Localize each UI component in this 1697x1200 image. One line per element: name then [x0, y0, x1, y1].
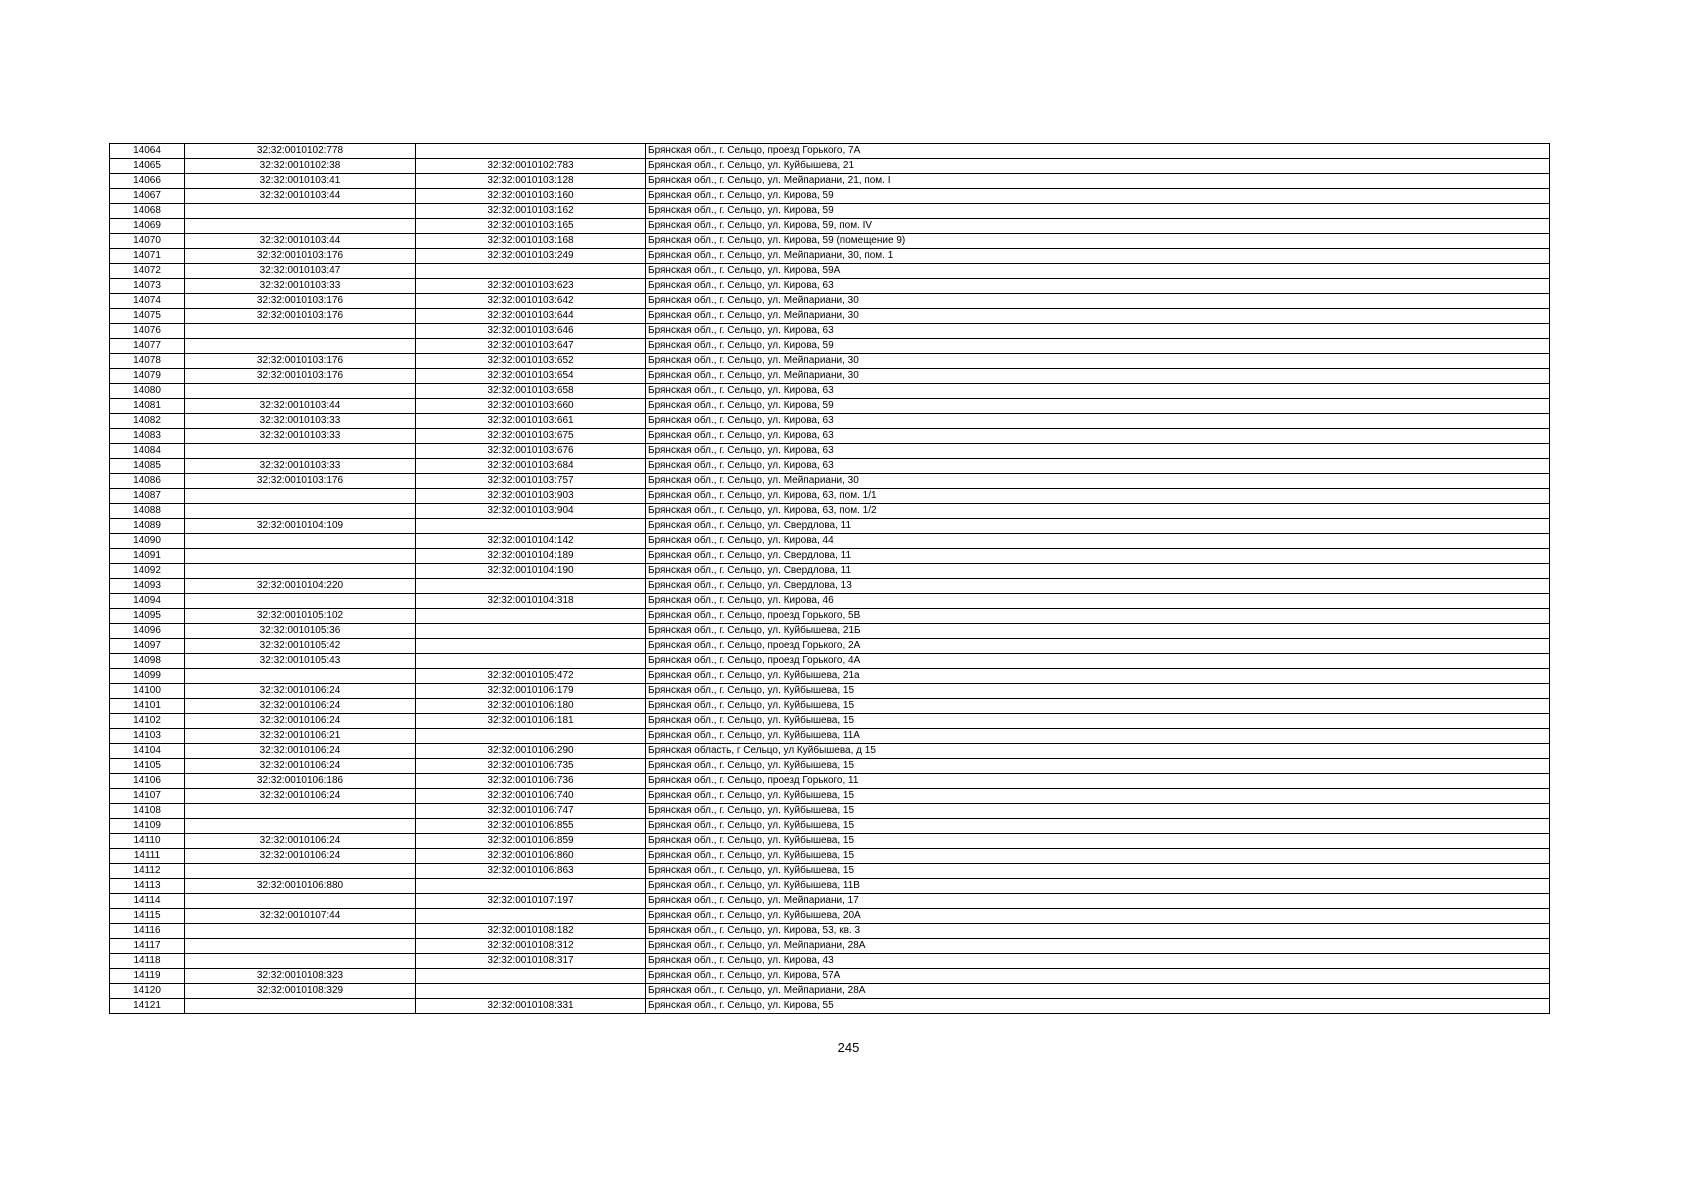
parent-cadastral-number-cell	[185, 804, 416, 819]
parent-cadastral-number-cell	[185, 549, 416, 564]
table-row	[110, 924, 1550, 939]
cadastral-number-cell: 32:32:0010103:675	[416, 429, 646, 444]
table-row	[110, 249, 1550, 264]
cadastral-number-cell: 32:32:0010103:676	[416, 444, 646, 459]
row-number-cell: 14068	[110, 204, 185, 219]
parent-cadastral-number-cell: 32:32:0010103:47	[185, 264, 416, 279]
table-row	[110, 729, 1550, 744]
parent-cadastral-number-cell: 32:32:0010103:41	[185, 174, 416, 189]
table-row	[110, 774, 1550, 789]
row-number-cell: 14084	[110, 444, 185, 459]
table-row	[110, 399, 1550, 414]
parent-cadastral-number-cell	[185, 924, 416, 939]
row-number-cell: 14075	[110, 309, 185, 324]
address-cell: Брянская обл., г. Сельцо, ул. Кирова, 59 (помещение 9)	[646, 234, 1550, 249]
cadastral-number-cell	[416, 144, 646, 159]
row-number-cell: 14115	[110, 909, 185, 924]
table-row	[110, 984, 1550, 999]
address-cell: Брянская обл., г. Сельцо, ул. Куйбышева, 15	[646, 714, 1550, 729]
table-row	[110, 879, 1550, 894]
row-number-cell: 14093	[110, 579, 185, 594]
address-cell: Брянская обл., г. Сельцо, ул. Свердлова, 11	[646, 519, 1550, 534]
parent-cadastral-number-cell: 32:32:0010106:24	[185, 699, 416, 714]
table-row	[110, 669, 1550, 684]
cadastral-number-cell: 32:32:0010103:658	[416, 384, 646, 399]
parent-cadastral-number-cell: 32:32:0010106:21	[185, 729, 416, 744]
address-cell: Брянская обл., г. Сельцо, ул. Кирова, 59А	[646, 264, 1550, 279]
table-row	[110, 444, 1550, 459]
parent-cadastral-number-cell: 32:32:0010106:24	[185, 714, 416, 729]
cadastral-number-cell: 32:32:0010104:318	[416, 594, 646, 609]
cadastral-number-cell: 32:32:0010103:128	[416, 174, 646, 189]
row-number-cell: 14102	[110, 714, 185, 729]
parent-cadastral-number-cell	[185, 504, 416, 519]
row-number-cell: 14105	[110, 759, 185, 774]
cadastral-number-cell: 32:32:0010103:660	[416, 399, 646, 414]
table-row	[110, 549, 1550, 564]
parent-cadastral-number-cell	[185, 999, 416, 1014]
parent-cadastral-number-cell	[185, 894, 416, 909]
address-cell: Брянская область, г Сельцо, ул Куйбышева, д 15	[646, 744, 1550, 759]
cadastral-number-cell	[416, 969, 646, 984]
row-number-cell: 14113	[110, 879, 185, 894]
parent-cadastral-number-cell	[185, 939, 416, 954]
table-row	[110, 864, 1550, 879]
cadastral-number-cell	[416, 984, 646, 999]
address-cell: Брянская обл., г. Сельцо, ул. Кирова, 53, кв. 3	[646, 924, 1550, 939]
cadastral-number-cell: 32:32:0010103:652	[416, 354, 646, 369]
cadastral-number-cell	[416, 624, 646, 639]
table-row	[110, 534, 1550, 549]
row-number-cell: 14085	[110, 459, 185, 474]
table-row	[110, 489, 1550, 504]
address-cell: Брянская обл., г. Сельцо, ул. Мейпариани, 30	[646, 309, 1550, 324]
address-cell: Брянская обл., г. Сельцо, ул. Кирова, 63, пом. 1/1	[646, 489, 1550, 504]
address-cell: Брянская обл., г. Сельцо, ул. Кирова, 59, пом. IV	[646, 219, 1550, 234]
parent-cadastral-number-cell: 32:32:0010102:778	[185, 144, 416, 159]
parent-cadastral-number-cell: 32:32:0010106:24	[185, 684, 416, 699]
parent-cadastral-number-cell: 32:32:0010103:33	[185, 459, 416, 474]
table-row	[110, 639, 1550, 654]
cadastral-number-cell: 32:32:0010104:142	[416, 534, 646, 549]
row-number-cell: 14120	[110, 984, 185, 999]
row-number-cell: 14078	[110, 354, 185, 369]
table-row	[110, 414, 1550, 429]
row-number-cell: 14069	[110, 219, 185, 234]
cadastral-number-cell: 32:32:0010106:181	[416, 714, 646, 729]
table-row	[110, 654, 1550, 669]
parent-cadastral-number-cell	[185, 489, 416, 504]
parent-cadastral-number-cell: 32:32:0010103:176	[185, 309, 416, 324]
parent-cadastral-number-cell: 32:32:0010105:102	[185, 609, 416, 624]
parent-cadastral-number-cell: 32:32:0010103:176	[185, 354, 416, 369]
cadastral-number-cell: 32:32:0010103:168	[416, 234, 646, 249]
cadastral-number-cell: 32:32:0010103:647	[416, 339, 646, 354]
row-number-cell: 14091	[110, 549, 185, 564]
address-cell: Брянская обл., г. Сельцо, ул. Мейпариани, 30, пом. 1	[646, 249, 1550, 264]
address-cell: Брянская обл., г. Сельцо, ул. Куйбышева, 15	[646, 804, 1550, 819]
cadastral-number-cell	[416, 729, 646, 744]
row-number-cell: 14110	[110, 834, 185, 849]
row-number-cell: 14109	[110, 819, 185, 834]
cadastral-number-cell: 32:32:0010106:736	[416, 774, 646, 789]
table-row	[110, 159, 1550, 174]
row-number-cell: 14121	[110, 999, 185, 1014]
table-row	[110, 309, 1550, 324]
cadastral-number-cell	[416, 639, 646, 654]
row-number-cell: 14119	[110, 969, 185, 984]
row-number-cell: 14067	[110, 189, 185, 204]
cadastral-number-cell	[416, 579, 646, 594]
table-row	[110, 294, 1550, 309]
parent-cadastral-number-cell: 32:32:0010103:176	[185, 249, 416, 264]
parent-cadastral-number-cell: 32:32:0010105:42	[185, 639, 416, 654]
cadastral-number-cell: 32:32:0010102:783	[416, 159, 646, 174]
parent-cadastral-number-cell: 32:32:0010103:33	[185, 414, 416, 429]
row-number-cell: 14079	[110, 369, 185, 384]
table-row	[110, 759, 1550, 774]
table-row	[110, 624, 1550, 639]
cadastral-number-cell: 32:32:0010103:165	[416, 219, 646, 234]
parent-cadastral-number-cell: 32:32:0010104:220	[185, 579, 416, 594]
row-number-cell: 14107	[110, 789, 185, 804]
table-row	[110, 519, 1550, 534]
cadastral-number-cell: 32:32:0010108:182	[416, 924, 646, 939]
parent-cadastral-number-cell: 32:32:0010106:880	[185, 879, 416, 894]
address-cell: Брянская обл., г. Сельцо, проезд Горького, 11	[646, 774, 1550, 789]
row-number-cell: 14097	[110, 639, 185, 654]
row-number-cell: 14070	[110, 234, 185, 249]
address-cell: Брянская обл., г. Сельцо, ул. Куйбышева, 11В	[646, 879, 1550, 894]
row-number-cell: 14074	[110, 294, 185, 309]
parent-cadastral-number-cell	[185, 219, 416, 234]
row-number-cell: 14100	[110, 684, 185, 699]
table-row	[110, 819, 1550, 834]
address-cell: Брянская обл., г. Сельцо, ул. Мейпариани, 30	[646, 354, 1550, 369]
table-row	[110, 504, 1550, 519]
table-row	[110, 264, 1550, 279]
table-row	[110, 744, 1550, 759]
address-cell: Брянская обл., г. Сельцо, ул. Кирова, 63	[646, 444, 1550, 459]
address-cell: Брянская обл., г. Сельцо, ул. Свердлова, 11	[646, 549, 1550, 564]
cadastral-number-cell: 32:32:0010103:684	[416, 459, 646, 474]
address-cell: Брянская обл., г. Сельцо, ул. Кирова, 55	[646, 999, 1550, 1014]
cadastral-number-cell: 32:32:0010106:855	[416, 819, 646, 834]
address-cell: Брянская обл., г. Сельцо, ул. Кирова, 59	[646, 399, 1550, 414]
parent-cadastral-number-cell	[185, 864, 416, 879]
table-row	[110, 354, 1550, 369]
address-cell: Брянская обл., г. Сельцо, ул. Кирова, 63	[646, 279, 1550, 294]
table-row	[110, 699, 1550, 714]
cadastral-number-cell: 32:32:0010103:160	[416, 189, 646, 204]
table-row	[110, 189, 1550, 204]
cadastral-number-cell	[416, 879, 646, 894]
address-cell: Брянская обл., г. Сельцо, ул. Куйбышева, 15	[646, 864, 1550, 879]
row-number-cell: 14072	[110, 264, 185, 279]
row-number-cell: 14081	[110, 399, 185, 414]
address-cell: Брянская обл., г. Сельцо, проезд Горького, 2А	[646, 639, 1550, 654]
row-number-cell: 14064	[110, 144, 185, 159]
address-cell: Брянская обл., г. Сельцо, ул. Кирова, 63	[646, 429, 1550, 444]
row-number-cell: 14090	[110, 534, 185, 549]
cadastral-number-cell: 32:32:0010103:903	[416, 489, 646, 504]
address-cell: Брянская обл., г. Сельцо, проезд Горького, 5В	[646, 609, 1550, 624]
address-cell: Брянская обл., г. Сельцо, ул. Кирова, 59	[646, 339, 1550, 354]
parent-cadastral-number-cell: 32:32:0010107:44	[185, 909, 416, 924]
row-number-cell: 14076	[110, 324, 185, 339]
table-row	[110, 999, 1550, 1014]
table-row	[110, 384, 1550, 399]
row-number-cell: 14114	[110, 894, 185, 909]
table-row	[110, 804, 1550, 819]
row-number-cell: 14071	[110, 249, 185, 264]
parent-cadastral-number-cell: 32:32:0010105:36	[185, 624, 416, 639]
cadastral-number-cell: 32:32:0010103:644	[416, 309, 646, 324]
parent-cadastral-number-cell: 32:32:0010103:176	[185, 474, 416, 489]
address-cell: Брянская обл., г. Сельцо, ул. Мейпариани, 30	[646, 294, 1550, 309]
cadastral-number-cell	[416, 609, 646, 624]
table-row	[110, 684, 1550, 699]
address-cell: Брянская обл., г. Сельцо, ул. Мейпариани, 30	[646, 369, 1550, 384]
parent-cadastral-number-cell: 32:32:0010103:44	[185, 234, 416, 249]
address-cell: Брянская обл., г. Сельцо, ул. Кирова, 63, пом. 1/2	[646, 504, 1550, 519]
address-cell: Брянская обл., г. Сельцо, ул. Свердлова, 11	[646, 564, 1550, 579]
parent-cadastral-number-cell: 32:32:0010102:38	[185, 159, 416, 174]
address-cell: Брянская обл., г. Сельцо, ул. Кирова, 63	[646, 384, 1550, 399]
cadastral-number-cell: 32:32:0010106:860	[416, 849, 646, 864]
row-number-cell: 14083	[110, 429, 185, 444]
table-row	[110, 789, 1550, 804]
parent-cadastral-number-cell	[185, 594, 416, 609]
cadastral-number-cell: 32:32:0010107:197	[416, 894, 646, 909]
address-cell: Брянская обл., г. Сельцо, ул. Кирова, 46	[646, 594, 1550, 609]
cadastral-number-cell: 32:32:0010103:654	[416, 369, 646, 384]
parent-cadastral-number-cell: 32:32:0010103:33	[185, 429, 416, 444]
table-row	[110, 954, 1550, 969]
cadastral-number-cell	[416, 519, 646, 534]
cadastral-number-cell	[416, 264, 646, 279]
row-number-cell: 14082	[110, 414, 185, 429]
address-cell: Брянская обл., г. Сельцо, ул. Куйбышева, 15	[646, 684, 1550, 699]
cadastral-number-cell: 32:32:0010103:904	[416, 504, 646, 519]
row-number-cell: 14088	[110, 504, 185, 519]
address-cell: Брянская обл., г. Сельцо, ул. Куйбышева, 15	[646, 759, 1550, 774]
table-row	[110, 219, 1550, 234]
address-cell: Брянская обл., г. Сельцо, ул. Куйбышева, 15	[646, 849, 1550, 864]
row-number-cell: 14108	[110, 804, 185, 819]
table-row	[110, 609, 1550, 624]
table-row	[110, 174, 1550, 189]
row-number-cell: 14065	[110, 159, 185, 174]
address-cell: Брянская обл., г. Сельцо, ул. Кирова, 59	[646, 204, 1550, 219]
parent-cadastral-number-cell: 32:32:0010106:24	[185, 849, 416, 864]
address-cell: Брянская обл., г. Сельцо, проезд Горького, 4А	[646, 654, 1550, 669]
row-number-cell: 14096	[110, 624, 185, 639]
row-number-cell: 14118	[110, 954, 185, 969]
address-cell: Брянская обл., г. Сельцо, ул. Куйбышева, 15	[646, 834, 1550, 849]
address-cell: Брянская обл., г. Сельцо, ул. Мейпариани, 30	[646, 474, 1550, 489]
parent-cadastral-number-cell	[185, 324, 416, 339]
cadastral-number-cell: 32:32:0010103:162	[416, 204, 646, 219]
cadastral-number-cell: 32:32:0010103:757	[416, 474, 646, 489]
row-number-cell: 14073	[110, 279, 185, 294]
table-row	[110, 324, 1550, 339]
address-cell: Брянская обл., г. Сельцо, ул. Куйбышева, 11А	[646, 729, 1550, 744]
parent-cadastral-number-cell: 32:32:0010103:44	[185, 189, 416, 204]
table-row	[110, 564, 1550, 579]
table-row	[110, 144, 1550, 159]
row-number-cell: 14066	[110, 174, 185, 189]
cadastral-number-cell: 32:32:0010106:747	[416, 804, 646, 819]
parent-cadastral-number-cell: 32:32:0010103:176	[185, 294, 416, 309]
address-cell: Брянская обл., г. Сельцо, проезд Горького, 7А	[646, 144, 1550, 159]
parent-cadastral-number-cell	[185, 819, 416, 834]
parent-cadastral-number-cell	[185, 339, 416, 354]
address-cell: Брянская обл., г. Сельцо, ул. Мейпариани, 28А	[646, 939, 1550, 954]
parent-cadastral-number-cell: 32:32:0010106:24	[185, 834, 416, 849]
table-row	[110, 894, 1550, 909]
row-number-cell: 14094	[110, 594, 185, 609]
cadastral-number-cell: 32:32:0010108:331	[416, 999, 646, 1014]
cadastral-number-cell: 32:32:0010103:646	[416, 324, 646, 339]
cadastral-number-cell: 32:32:0010106:180	[416, 699, 646, 714]
cadastral-number-cell: 32:32:0010103:623	[416, 279, 646, 294]
parent-cadastral-number-cell	[185, 669, 416, 684]
address-cell: Брянская обл., г. Сельцо, ул. Куйбышева, 15	[646, 699, 1550, 714]
cadastral-number-cell	[416, 909, 646, 924]
address-cell: Брянская обл., г. Сельцо, ул. Куйбышева, 21Б	[646, 624, 1550, 639]
address-cell: Брянская обл., г. Сельцо, ул. Кирова, 63	[646, 459, 1550, 474]
row-number-cell: 14112	[110, 864, 185, 879]
address-cell: Брянская обл., г. Сельцо, ул. Куйбышева, 15	[646, 789, 1550, 804]
registry-table-body	[110, 144, 1550, 1014]
parent-cadastral-number-cell: 32:32:0010104:109	[185, 519, 416, 534]
parent-cadastral-number-cell: 32:32:0010103:44	[185, 399, 416, 414]
cadastral-number-cell: 32:32:0010104:190	[416, 564, 646, 579]
table-row	[110, 909, 1550, 924]
row-number-cell: 14086	[110, 474, 185, 489]
address-cell: Брянская обл., г. Сельцо, ул. Кирова, 57А	[646, 969, 1550, 984]
table-row	[110, 474, 1550, 489]
cadastral-number-cell: 32:32:0010106:863	[416, 864, 646, 879]
registry-table	[109, 143, 1550, 1014]
row-number-cell: 14116	[110, 924, 185, 939]
address-cell: Брянская обл., г. Сельцо, ул. Кирова, 43	[646, 954, 1550, 969]
table-row	[110, 834, 1550, 849]
cadastral-number-cell: 32:32:0010106:740	[416, 789, 646, 804]
cadastral-number-cell: 32:32:0010108:317	[416, 954, 646, 969]
parent-cadastral-number-cell	[185, 444, 416, 459]
row-number-cell: 14101	[110, 699, 185, 714]
address-cell: Брянская обл., г. Сельцо, ул. Свердлова, 13	[646, 579, 1550, 594]
parent-cadastral-number-cell	[185, 564, 416, 579]
row-number-cell: 14117	[110, 939, 185, 954]
cadastral-number-cell: 32:32:0010106:859	[416, 834, 646, 849]
parent-cadastral-number-cell	[185, 384, 416, 399]
cadastral-number-cell: 32:32:0010106:735	[416, 759, 646, 774]
row-number-cell: 14089	[110, 519, 185, 534]
parent-cadastral-number-cell: 32:32:0010108:329	[185, 984, 416, 999]
row-number-cell: 14106	[110, 774, 185, 789]
table-row	[110, 594, 1550, 609]
cadastral-number-cell: 32:32:0010106:290	[416, 744, 646, 759]
table-row	[110, 459, 1550, 474]
address-cell: Брянская обл., г. Сельцо, ул. Мейпариани, 28А	[646, 984, 1550, 999]
row-number-cell: 14098	[110, 654, 185, 669]
table-row	[110, 939, 1550, 954]
parent-cadastral-number-cell: 32:32:0010103:176	[185, 369, 416, 384]
cadastral-number-cell: 32:32:0010103:661	[416, 414, 646, 429]
address-cell: Брянская обл., г. Сельцо, ул. Куйбышева, 21а	[646, 669, 1550, 684]
row-number-cell: 14080	[110, 384, 185, 399]
address-cell: Брянская обл., г. Сельцо, ул. Кирова, 63	[646, 414, 1550, 429]
table-row	[110, 369, 1550, 384]
cadastral-number-cell: 32:32:0010104:189	[416, 549, 646, 564]
cadastral-number-cell: 32:32:0010108:312	[416, 939, 646, 954]
cadastral-number-cell: 32:32:0010106:179	[416, 684, 646, 699]
address-cell: Брянская обл., г. Сельцо, ул. Кирова, 63	[646, 324, 1550, 339]
address-cell: Брянская обл., г. Сельцо, ул. Мейпариани, 17	[646, 894, 1550, 909]
parent-cadastral-number-cell	[185, 954, 416, 969]
table-row	[110, 714, 1550, 729]
cadastral-number-cell: 32:32:0010103:249	[416, 249, 646, 264]
parent-cadastral-number-cell: 32:32:0010106:24	[185, 744, 416, 759]
cadastral-number-cell	[416, 654, 646, 669]
address-cell: Брянская обл., г. Сельцо, ул. Куйбышева, 21	[646, 159, 1550, 174]
address-cell: Брянская обл., г. Сельцо, ул. Кирова, 59	[646, 189, 1550, 204]
table-row	[110, 429, 1550, 444]
page-number: 245	[837, 1040, 860, 1055]
table-row	[110, 849, 1550, 864]
row-number-cell: 14099	[110, 669, 185, 684]
address-cell: Брянская обл., г. Сельцо, ул. Куйбышева, 15	[646, 819, 1550, 834]
row-number-cell: 14104	[110, 744, 185, 759]
row-number-cell: 14103	[110, 729, 185, 744]
row-number-cell: 14111	[110, 849, 185, 864]
row-number-cell: 14087	[110, 489, 185, 504]
row-number-cell: 14077	[110, 339, 185, 354]
row-number-cell: 14092	[110, 564, 185, 579]
parent-cadastral-number-cell: 32:32:0010108:323	[185, 969, 416, 984]
parent-cadastral-number-cell: 32:32:0010105:43	[185, 654, 416, 669]
parent-cadastral-number-cell: 32:32:0010106:24	[185, 789, 416, 804]
table-row	[110, 969, 1550, 984]
parent-cadastral-number-cell	[185, 204, 416, 219]
cadastral-number-cell: 32:32:0010105:472	[416, 669, 646, 684]
table-row	[110, 579, 1550, 594]
address-cell: Брянская обл., г. Сельцо, ул. Кирова, 44	[646, 534, 1550, 549]
parent-cadastral-number-cell: 32:32:0010103:33	[185, 279, 416, 294]
table-row	[110, 234, 1550, 249]
address-cell: Брянская обл., г. Сельцо, ул. Куйбышева, 20А	[646, 909, 1550, 924]
table-row	[110, 339, 1550, 354]
table-row	[110, 204, 1550, 219]
parent-cadastral-number-cell: 32:32:0010106:186	[185, 774, 416, 789]
cadastral-number-cell: 32:32:0010103:642	[416, 294, 646, 309]
row-number-cell: 14095	[110, 609, 185, 624]
parent-cadastral-number-cell: 32:32:0010106:24	[185, 759, 416, 774]
parent-cadastral-number-cell	[185, 534, 416, 549]
table-row	[110, 279, 1550, 294]
address-cell: Брянская обл., г. Сельцо, ул. Мейпариани, 21, пом. I	[646, 174, 1550, 189]
